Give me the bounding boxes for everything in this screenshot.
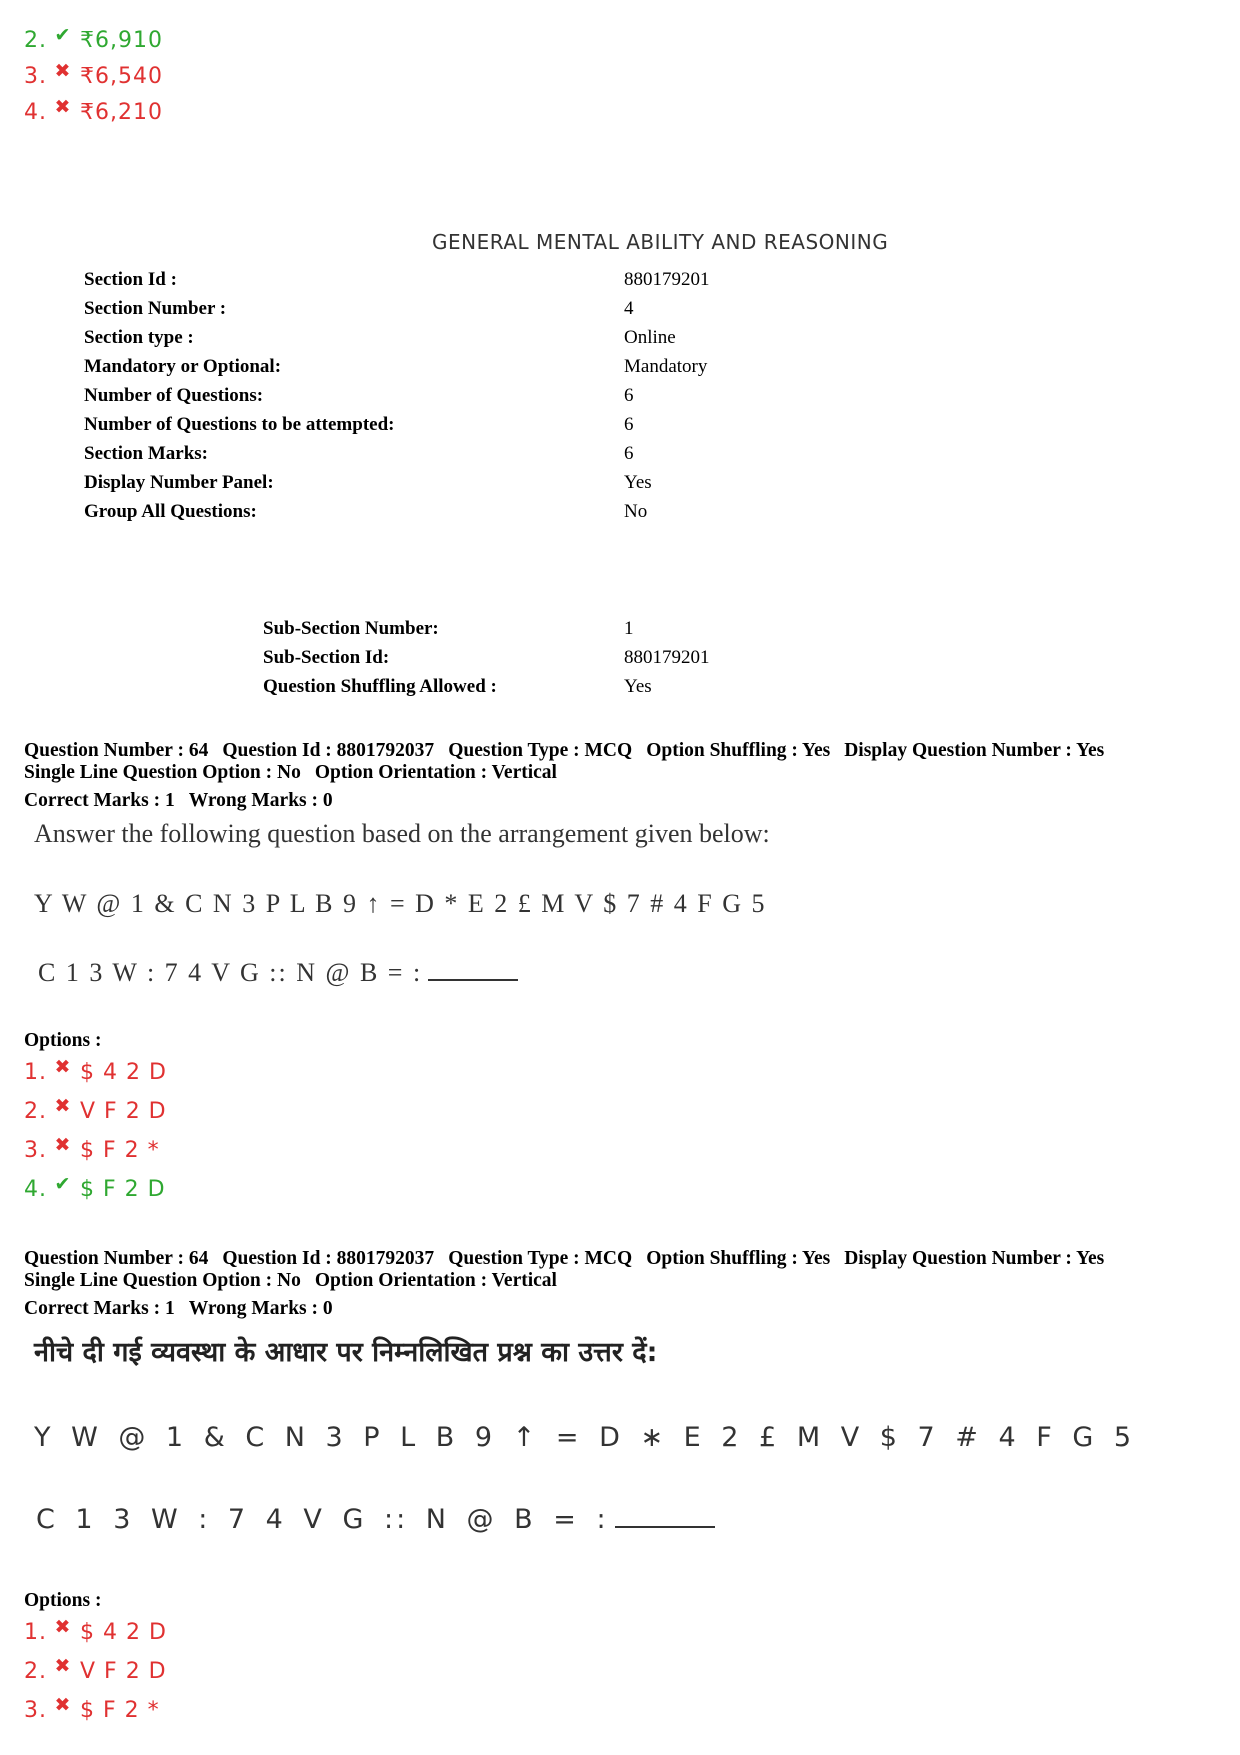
check-icon: ✔: [54, 24, 72, 46]
wrong-marks: Wrong Marks : 0: [188, 1298, 333, 1319]
analogy-line: [38, 958, 518, 988]
option-number: 3.: [24, 1138, 47, 1163]
row-label: Number of Questions:: [84, 385, 264, 406]
question-id: Question Id : 8801792037: [222, 740, 435, 761]
cross-icon: ✖: [54, 96, 72, 118]
arrangement-sequence: Y W @ 1 & C N 3 P L B 9 ↑ = D * E 2 £ M V $ 7 # 4 F G 5: [34, 889, 767, 918]
row-value: 1: [624, 618, 634, 639]
row-value: Yes: [624, 676, 652, 697]
section-title: GENERAL MENTAL ABILITY AND REASONING: [432, 230, 889, 254]
row-label: Section Number :: [84, 298, 227, 319]
analogy-line: [36, 1504, 715, 1535]
row-value: 880179201: [624, 647, 710, 668]
prev-option-3: [24, 60, 163, 89]
cross-icon: ✖: [54, 1694, 72, 1716]
option-number: 2.: [24, 1099, 47, 1124]
row-label: Number of Questions to be attempted:: [84, 414, 395, 435]
row-value: Online: [624, 327, 676, 348]
option-number: 4.: [24, 1177, 47, 1202]
analogy-text: C 1 3 W : 7 4 V G :: N @ B = :: [38, 958, 423, 987]
cross-icon: ✖: [54, 1056, 72, 1078]
cross-icon: ✖: [54, 60, 72, 82]
question-text: Answer the following question based on the arrangement given below:: [34, 819, 770, 848]
row-label: Sub-Section Number:: [263, 618, 439, 639]
display-question-number: Display Question Number : Yes: [844, 1248, 1105, 1269]
row-label: Display Number Panel:: [84, 472, 274, 493]
options-label: Options :: [24, 1030, 102, 1051]
row-value: Yes: [624, 472, 652, 493]
prev-option-4: [24, 96, 163, 125]
row-value: No: [624, 501, 648, 522]
option-text: V F 2 D: [80, 1099, 167, 1124]
row-value: 6: [624, 443, 634, 464]
option-number: 4.: [24, 100, 47, 125]
options-label: Options :: [24, 1590, 102, 1611]
option-shuffling: Option Shuffling : Yes: [646, 740, 831, 761]
option-shuffling: Option Shuffling : Yes: [646, 1248, 831, 1269]
row-label: Section Marks:: [84, 443, 209, 464]
option-orientation: Option Orientation : Vertical: [314, 762, 557, 783]
row-value: 6: [624, 414, 634, 435]
option-3: [24, 1694, 160, 1723]
option-text: $ 4 2 D: [80, 1620, 167, 1645]
option-text: $ F 2 D: [80, 1177, 166, 1202]
row-value: Mandatory: [624, 356, 708, 377]
option-text: $ 4 2 D: [80, 1060, 167, 1085]
question-number: Question Number : 64: [24, 740, 209, 761]
option-text: ₹6,210: [80, 100, 163, 125]
question-type: Question Type : MCQ: [448, 1248, 633, 1269]
meta-line-3: [24, 1298, 1118, 1320]
row-value: 6: [624, 385, 634, 406]
option-2: [24, 1655, 167, 1684]
correct-marks: Correct Marks : 1: [24, 790, 175, 811]
question-number: Question Number : 64: [24, 1248, 209, 1269]
option-4: [24, 1173, 166, 1202]
option-number: 1.: [24, 1060, 47, 1085]
option-1: [24, 1056, 167, 1085]
analogy-text: C 1 3 W : 7 4 V G :: N @ B = :: [36, 1504, 609, 1535]
option-text: V F 2 D: [80, 1659, 167, 1684]
option-orientation: Option Orientation : Vertical: [314, 1270, 557, 1291]
answer-blank: [428, 979, 518, 981]
wrong-marks: Wrong Marks : 0: [188, 790, 333, 811]
correct-marks: Correct Marks : 1: [24, 1298, 175, 1319]
option-2: [24, 1095, 167, 1124]
question-meta: [24, 1248, 1118, 1320]
question-meta: [24, 740, 1118, 812]
arrangement-sequence: Y W @ 1 & C N 3 P L B 9 ↑ = D ∗ E 2 £ M V $ 7 # 4 F G 5: [34, 1422, 1135, 1453]
meta-line-1: [24, 1248, 1118, 1270]
option-number: 2.: [24, 1659, 47, 1684]
row-label: Sub-Section Id:: [263, 647, 390, 668]
meta-line-2: [24, 762, 1118, 784]
option-text: ₹6,540: [80, 64, 163, 89]
option-text: $ F 2 *: [80, 1698, 160, 1723]
prev-option-2: [24, 24, 163, 53]
option-number: 3.: [24, 64, 47, 89]
option-1: [24, 1616, 167, 1645]
row-label: Section type :: [84, 327, 194, 348]
option-number: 3.: [24, 1698, 47, 1723]
answer-blank: [615, 1526, 715, 1528]
option-3: [24, 1134, 160, 1163]
check-icon: ✔: [54, 1173, 72, 1195]
cross-icon: ✖: [54, 1134, 72, 1156]
single-line-option: Single Line Question Option : No: [24, 762, 301, 783]
row-value: 880179201: [624, 269, 710, 290]
display-question-number: Display Question Number : Yes: [844, 740, 1105, 761]
row-label: Question Shuffling Allowed :: [263, 676, 497, 697]
question-id: Question Id : 8801792037: [222, 1248, 435, 1269]
cross-icon: ✖: [54, 1655, 72, 1677]
cross-icon: ✖: [54, 1095, 72, 1117]
option-text: $ F 2 *: [80, 1138, 160, 1163]
single-line-option: Single Line Question Option : No: [24, 1270, 301, 1291]
meta-line-2: [24, 1270, 1118, 1292]
question-type: Question Type : MCQ: [448, 740, 633, 761]
row-label: Section Id :: [84, 269, 177, 290]
meta-line-1: [24, 740, 1118, 762]
row-label: Group All Questions:: [84, 501, 257, 522]
option-text: ₹6,910: [80, 28, 163, 53]
cross-icon: ✖: [54, 1616, 72, 1638]
option-number: 2.: [24, 28, 47, 53]
option-number: 1.: [24, 1620, 47, 1645]
meta-line-3: [24, 790, 1118, 812]
question-text-hindi: नीचे दी गई व्यवस्था के आधार पर निम्नलिखित प्रश्न का उत्तर दें:: [34, 1337, 658, 1368]
row-label: Mandatory or Optional:: [84, 356, 282, 377]
row-value: 4: [624, 298, 634, 319]
